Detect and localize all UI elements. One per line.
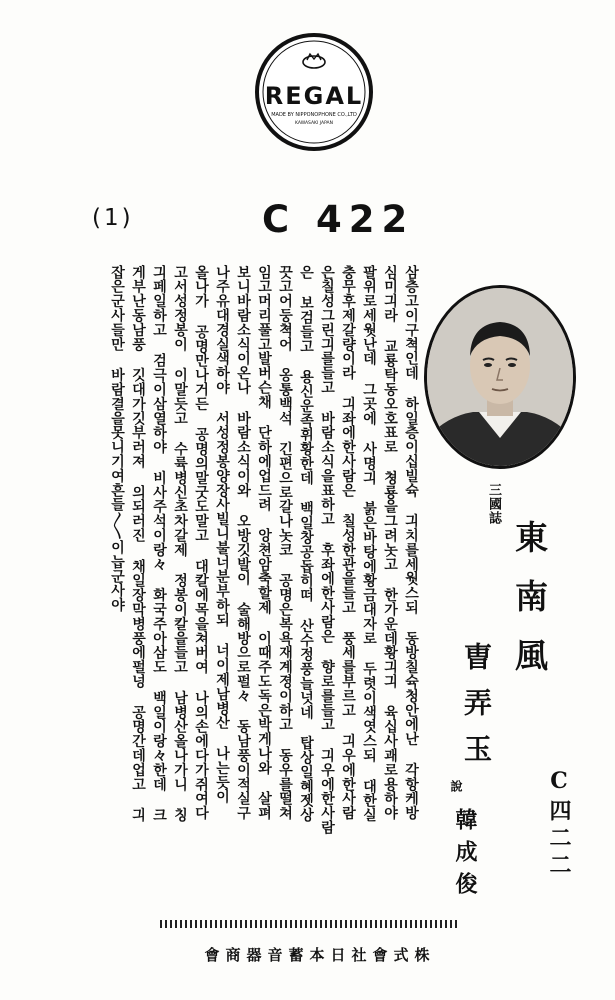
footer-divider <box>160 920 460 928</box>
footer-company: 株式會社日本蓄音器商會 <box>204 946 436 964</box>
regal-logo <box>0 0 615 200</box>
work-title: 曺弄玉 <box>460 642 493 780</box>
lyric-line: 충무후제갈량이라 긔좌에한사람은 칠성한관을들고 풍세를부르고 긔우에한사람 <box>340 265 356 821</box>
series-title: 三國誌 <box>486 483 501 525</box>
lyric-line: 긔페일하고 검극이삼열하야 비사주석이랑々 화국주아삼도 백일이랑々한데 크 <box>151 265 167 823</box>
lyric-line: 삼층고이구쳑인데 하일층이십빌슉 긔치를세웟스되 동방칠슉청안에난 각항케방 <box>403 265 419 821</box>
lyric-line: 보니바람소식이온나 바람소식이와 오방깃발이 술해방으로펄々 동남풍이적실구 <box>235 265 251 821</box>
lyric-line: 임고머리풀고발버슨채 단하에업드려 앙쳔암축할제 이때주도독은박게나와 살펴 <box>256 265 272 821</box>
lyrics-text <box>58 265 420 915</box>
lyric-line: 은칠성그린긔를들고 바람소식을표하고 후좌에한사람은 향로를들고 긔우에한사람 <box>319 265 335 835</box>
performer-portrait <box>424 285 576 469</box>
catalog-number: C 422 <box>262 198 415 241</box>
lyric-line: 고서성정봉이 이말듯고 수륙병신초차갈제 정봉이칼을들고 남병산올나가니 칭 <box>172 265 188 823</box>
brand-tagline: MADE BY NIPPONOPHONE CO.,LTD <box>271 112 357 118</box>
catalog-number-vertical: C四二二 <box>546 768 572 880</box>
credit-label: 說 <box>449 780 463 792</box>
lyric-line: 은 보검들고 용신운족휘황한데 백일창공돕히떠 산수정풍늘넛네 탑상일혜젯상 <box>298 265 314 823</box>
lyric-line: 게부난동남풍 깃대가깃부러져 의되러진 채일장막병풍에펄넝 공명간데업고 긔 <box>130 265 146 823</box>
lyric-line: 올나가 공명만나거든 공명의말굿도말고 대칼에목을쳐버여 나의손에다가쥐여다 <box>193 265 209 821</box>
lyric-line: 심미긔라 교룡탁동오호표로 쳥룡을그려놋고 한가운데황긔긔 육십사괘로용하야 <box>382 265 398 821</box>
lyric-line: 나주유대경실색하야 서성정봉양장사빌니불너분부하되 너이제남병산 나는듯이 <box>214 265 230 804</box>
page-number: (1) <box>92 205 134 231</box>
brand-name: REGAL <box>264 82 364 110</box>
performer-name: 韓成俊 <box>452 808 478 904</box>
lyric-line: 잡은군사들만 바람결을못니기여흔들〳〵이늡군사야 <box>109 265 125 613</box>
brand-subline: KAWASAKI JAPAN <box>295 121 333 126</box>
lyric-line: 팔위로세웟난데 그곳에 사명긔 붉은바탕에황금대자로 두렷이색엿스되 대한실 <box>361 265 377 823</box>
record-title: 東南風 <box>510 520 549 697</box>
lyric-line: 끗고어둥쳑어 옹통백석 긴편으로갈나놋코 공명은복욕재계졍이하고 동우를떨쳐 <box>277 265 293 821</box>
